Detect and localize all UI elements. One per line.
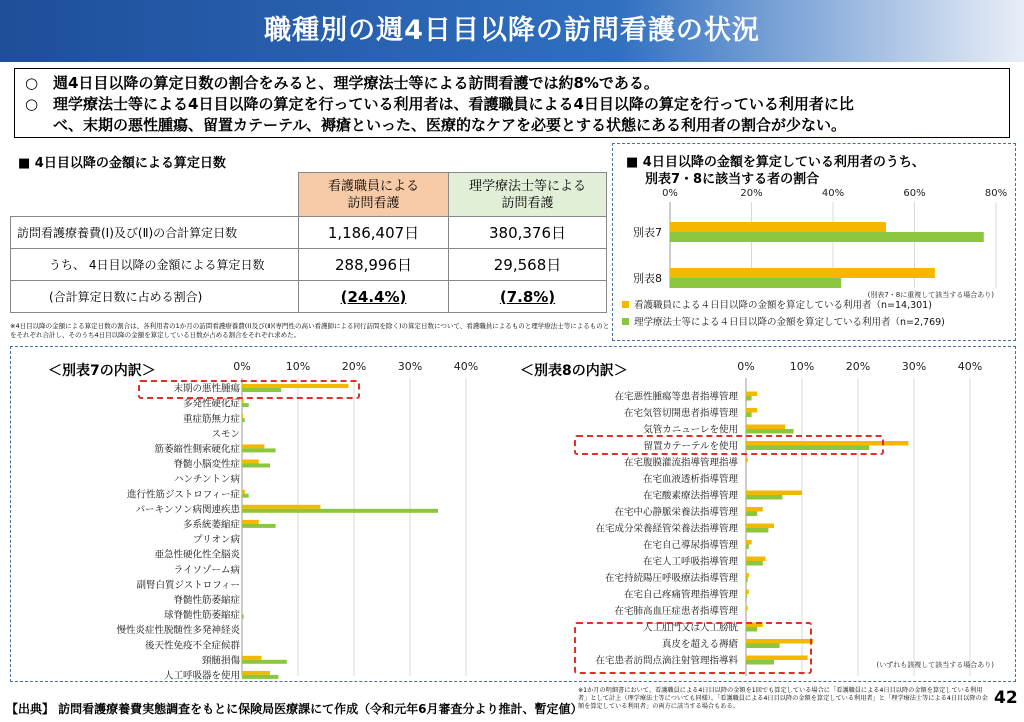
legend-label: 理学療法士等による４日目以降の金額を算定している利用者（n=2,769) bbox=[634, 317, 945, 328]
bar-nurse bbox=[746, 557, 766, 562]
top-chart-note: (別表7・8に重複して該当する場合あり) bbox=[867, 291, 994, 299]
x-tick-label: 10% bbox=[789, 360, 815, 373]
bar-pt bbox=[746, 512, 757, 517]
bar-nurse bbox=[746, 491, 802, 496]
category-label: 進行性筋ジストロフィー症 bbox=[127, 489, 240, 501]
bar-pt bbox=[746, 528, 768, 533]
x-tick-label: 60% bbox=[903, 188, 926, 199]
cell-pt-pct: (7.8%) bbox=[449, 281, 607, 313]
category-label: 在宅人工呼吸指導管理 bbox=[642, 556, 738, 568]
category-label: 人工呼吸器を使用 bbox=[163, 670, 240, 682]
right-chart-note: (いずれも該複して該当する場合あり) bbox=[876, 661, 994, 669]
bar-pt bbox=[242, 675, 278, 679]
x-tick-label: 40% bbox=[453, 360, 479, 373]
bar-pt bbox=[242, 464, 270, 468]
category-label: 多発性硬化症 bbox=[182, 398, 240, 410]
category-label: 球脊髄性筋萎縮症 bbox=[163, 610, 240, 622]
category-label: 留置カテーテルを使用 bbox=[643, 441, 738, 453]
category-label: ハンチントン病 bbox=[173, 474, 240, 486]
category-label: 副腎白質ジストロフィー bbox=[136, 579, 240, 591]
x-tick-label: 40% bbox=[957, 360, 983, 373]
table-row bbox=[11, 249, 607, 281]
col-header-pt-l1: 理学療法士等による bbox=[468, 178, 586, 194]
cell-pt: 380,376日 bbox=[449, 217, 607, 249]
bar-nurse bbox=[242, 520, 259, 524]
calc-days-table bbox=[10, 172, 607, 313]
category-label: 在宅自己導尿指導管理 bbox=[642, 540, 738, 552]
legend-swatch-nurse bbox=[622, 301, 629, 308]
bar-nurse bbox=[746, 408, 757, 413]
bar-nurse bbox=[242, 671, 270, 675]
pt-pct-value: 7.8% bbox=[506, 287, 549, 306]
x-tick-label: 0% bbox=[233, 360, 251, 373]
category-label: 在宅自己疼痛管理指導管理 bbox=[623, 589, 738, 601]
legend-label: 看護職員による４日目以降の金額を算定している利用者（n=14,301) bbox=[634, 300, 932, 311]
summary-text-2a: 理学療法士等による4日目以降の算定を行っている利用者は、看護職員による4日目以降の算定を行っている利用者に比 bbox=[53, 95, 854, 113]
bar-pt bbox=[242, 524, 276, 528]
category-label: 重症筋無力症 bbox=[182, 413, 240, 425]
category-label: 在宅持続陽圧呼吸療法指導管理 bbox=[604, 573, 738, 585]
bar-nurse bbox=[746, 573, 749, 578]
page-number: 42 bbox=[994, 688, 1018, 708]
bar-pt bbox=[242, 509, 438, 513]
bar-pt bbox=[746, 594, 747, 599]
bar-nurse bbox=[670, 222, 886, 232]
category-label: 別表7 bbox=[633, 226, 662, 240]
col-header-nurse bbox=[299, 173, 449, 217]
bar-pt bbox=[746, 413, 752, 418]
category-label: スモン bbox=[211, 428, 240, 440]
category-label: 真皮を超える褥瘡 bbox=[661, 639, 738, 651]
bar-pt bbox=[242, 418, 245, 422]
category-label: 在宅悪性腫瘍等患者指導管理 bbox=[614, 391, 738, 403]
category-label: 末期の悪性腫瘍 bbox=[173, 383, 240, 395]
left-chart-title: ＜別表7の内訳＞ bbox=[48, 363, 156, 379]
bar-nurse bbox=[746, 392, 757, 397]
category-label: 在宅腹膜灌流指導管理指導 bbox=[623, 457, 738, 469]
cell-nurse: 288,996日 bbox=[299, 249, 449, 281]
x-tick-label: 20% bbox=[341, 360, 367, 373]
bar-pt bbox=[746, 429, 794, 434]
nurse-pct-value: 24.4% bbox=[347, 287, 400, 306]
category-label: プリオン病 bbox=[192, 534, 240, 546]
right-chart-title: ＜別表8の内訳＞ bbox=[520, 363, 628, 379]
category-label: 在宅血液透析指導管理 bbox=[642, 474, 738, 486]
top-bar-chart bbox=[614, 180, 1014, 340]
summary-line-2 bbox=[25, 94, 999, 115]
bullet-circle: ○ bbox=[25, 95, 39, 113]
bar-pt bbox=[242, 403, 249, 407]
x-tick-label: 30% bbox=[901, 360, 927, 373]
table-corner bbox=[11, 173, 299, 217]
bar-nurse bbox=[746, 458, 748, 463]
category-label: 後天性免疫不全症候群 bbox=[144, 640, 240, 652]
highlight-catheter bbox=[574, 435, 884, 455]
x-tick-label: 20% bbox=[845, 360, 871, 373]
col-header-pt-l2: 訪問看護 bbox=[501, 195, 554, 211]
bar-pt bbox=[670, 232, 984, 242]
category-label: 在宅酸素療法指導管理 bbox=[642, 490, 738, 502]
x-tick-label: 80% bbox=[984, 188, 1008, 199]
category-label: 在宅患者訪問点滴注射管理指導料 bbox=[595, 655, 738, 667]
category-label: 脊髄性筋萎縮症 bbox=[173, 595, 240, 607]
bar-nurse bbox=[242, 505, 320, 509]
bullet-circle: ○ bbox=[25, 74, 39, 92]
category-label: 脊髄小脳変性症 bbox=[173, 459, 240, 471]
bar-nurse bbox=[242, 656, 262, 660]
bar-nurse bbox=[242, 490, 245, 494]
row-label: (合計算定日数に占める割合) bbox=[11, 281, 299, 313]
bar-pt bbox=[746, 495, 782, 500]
legend-swatch-pt bbox=[622, 318, 629, 325]
category-label: 頸髄損傷 bbox=[201, 655, 240, 667]
bar-nurse bbox=[242, 399, 244, 403]
category-label: 気管カニューレを使用 bbox=[643, 424, 738, 436]
category-label: 亜急性硬化性全脳炎 bbox=[154, 549, 240, 561]
x-tick-label: 20% bbox=[740, 188, 763, 199]
category-label: パーキンソン病関連疾患 bbox=[135, 504, 240, 516]
bar-nurse bbox=[242, 414, 243, 418]
bar-pt bbox=[242, 615, 244, 619]
category-label: 人工肛門又は人工膀胱 bbox=[642, 622, 738, 634]
bar-pt bbox=[746, 545, 749, 550]
bar-nurse bbox=[746, 590, 749, 595]
left-bar-chart bbox=[12, 356, 502, 682]
x-tick-label: 0% bbox=[737, 360, 755, 373]
category-label: 在宅成分栄養経管栄養法指導管理 bbox=[595, 523, 738, 535]
bar-pt bbox=[242, 660, 287, 664]
table-footnote: ※4日目以降の金額による算定日数の割合は、各利用者の1か月の訪問看護療養費(Ⅰ)及び(Ⅱ)(専門性の高い看護師による同行訪問を除く)の算定日数について、看護職員によるものと理学療法士等によるものとをそれぞれ合計し、そのうち4日目以降の金額を算定している日数が占める割合をそれぞれ求めた。 bbox=[10, 322, 610, 339]
x-tick-label: 30% bbox=[397, 360, 423, 373]
bar-nurse bbox=[242, 460, 259, 464]
x-tick-label: 0% bbox=[662, 188, 678, 199]
category-label: 慢性炎症性脱髄性多発神経炎 bbox=[116, 625, 240, 637]
category-label: ライソゾーム病 bbox=[173, 564, 240, 576]
source-note: 【出典】 訪問看護療養費実態調査をもとに保険局医療課にて作成（令和元年6月審査分より推計、暫定値） bbox=[6, 702, 583, 716]
highlight-terminal-cancer bbox=[138, 380, 360, 399]
bar-pt bbox=[746, 561, 763, 566]
bar-nurse bbox=[746, 606, 748, 611]
bar-nurse bbox=[746, 507, 763, 512]
bar-pt bbox=[670, 278, 841, 288]
cell-pt: 29,568日 bbox=[449, 249, 607, 281]
table-row bbox=[11, 217, 607, 249]
category-label: 筋萎縮性側索硬化症 bbox=[154, 444, 240, 456]
category-label: 在宅肺高血圧症患者指導管理 bbox=[614, 606, 738, 618]
bar-pt bbox=[242, 494, 249, 498]
summary-box bbox=[14, 68, 1010, 138]
bar-pt bbox=[242, 448, 276, 452]
cell-nurse-pct: (24.4%) bbox=[299, 281, 449, 313]
col-header-pt bbox=[449, 173, 607, 217]
bar-nurse bbox=[242, 444, 264, 448]
summary-line-1 bbox=[25, 73, 999, 94]
table-section-title: ■ 4日目以降の金額による算定日数 bbox=[18, 156, 226, 171]
bar-nurse bbox=[746, 425, 785, 430]
table-row bbox=[11, 281, 607, 313]
page-title: 職種別の週4日目以降の訪問看護の状況 bbox=[264, 15, 760, 46]
category-label: 在宅気管切開患者指導管理 bbox=[623, 408, 738, 420]
cell-nurse: 1,186,407日 bbox=[299, 217, 449, 249]
row-label: 訪問看護療養費(Ⅰ)及び(Ⅱ)の合計算定日数 bbox=[11, 217, 299, 249]
top-chart-title-1: ■ 4日目以降の金額を算定している利用者のうち、 bbox=[626, 155, 925, 170]
highlight-medical-care bbox=[574, 622, 812, 674]
bar-nurse bbox=[746, 540, 752, 545]
summary-text-2b: べ、末期の悪性腫瘍、留置カテーテル、褥瘡といった、医療的なケアを必要とする状態にある利用者の割合が少ない。 bbox=[53, 116, 847, 134]
x-tick-label: 40% bbox=[821, 188, 845, 199]
category-label: 多系統萎縮症 bbox=[182, 519, 240, 531]
row-label: うち、 4日目以降の金額による算定日数 bbox=[11, 249, 299, 281]
col-header-nurse-l2: 訪問看護 bbox=[347, 195, 400, 211]
bar-nurse bbox=[670, 268, 935, 278]
col-header-nurse-l1: 看護職員による bbox=[327, 178, 419, 194]
x-tick-label: 10% bbox=[285, 360, 311, 373]
category-label: 別表8 bbox=[633, 272, 662, 286]
top-chart-title-2: 別表7・8に該当する者の割合 bbox=[645, 172, 820, 187]
category-label: 在宅中心静脈栄養法指導管理 bbox=[614, 507, 738, 519]
title-bar bbox=[0, 0, 1024, 62]
bar-pt bbox=[746, 578, 748, 583]
bar-nurse bbox=[746, 524, 774, 529]
bar-pt bbox=[746, 396, 752, 401]
summary-text-1: 週4日目以降の算定日数の割合をみると、理学療法士等による訪問看護では約8%である。 bbox=[53, 74, 659, 92]
footer-note: ※1か月の明細書において、看護職員による4日目以降の金額を1回でも算定している場合に「看護職員による4日目以降の金額を算定している利用者」として計上（理学療法士等についても同様）。「看護職員による4日目以降の金額を算定している利用者」と「理学療法士等による4日目以降の金額を算定している利用者」の両方に該当する場合もある。 bbox=[578, 687, 988, 710]
